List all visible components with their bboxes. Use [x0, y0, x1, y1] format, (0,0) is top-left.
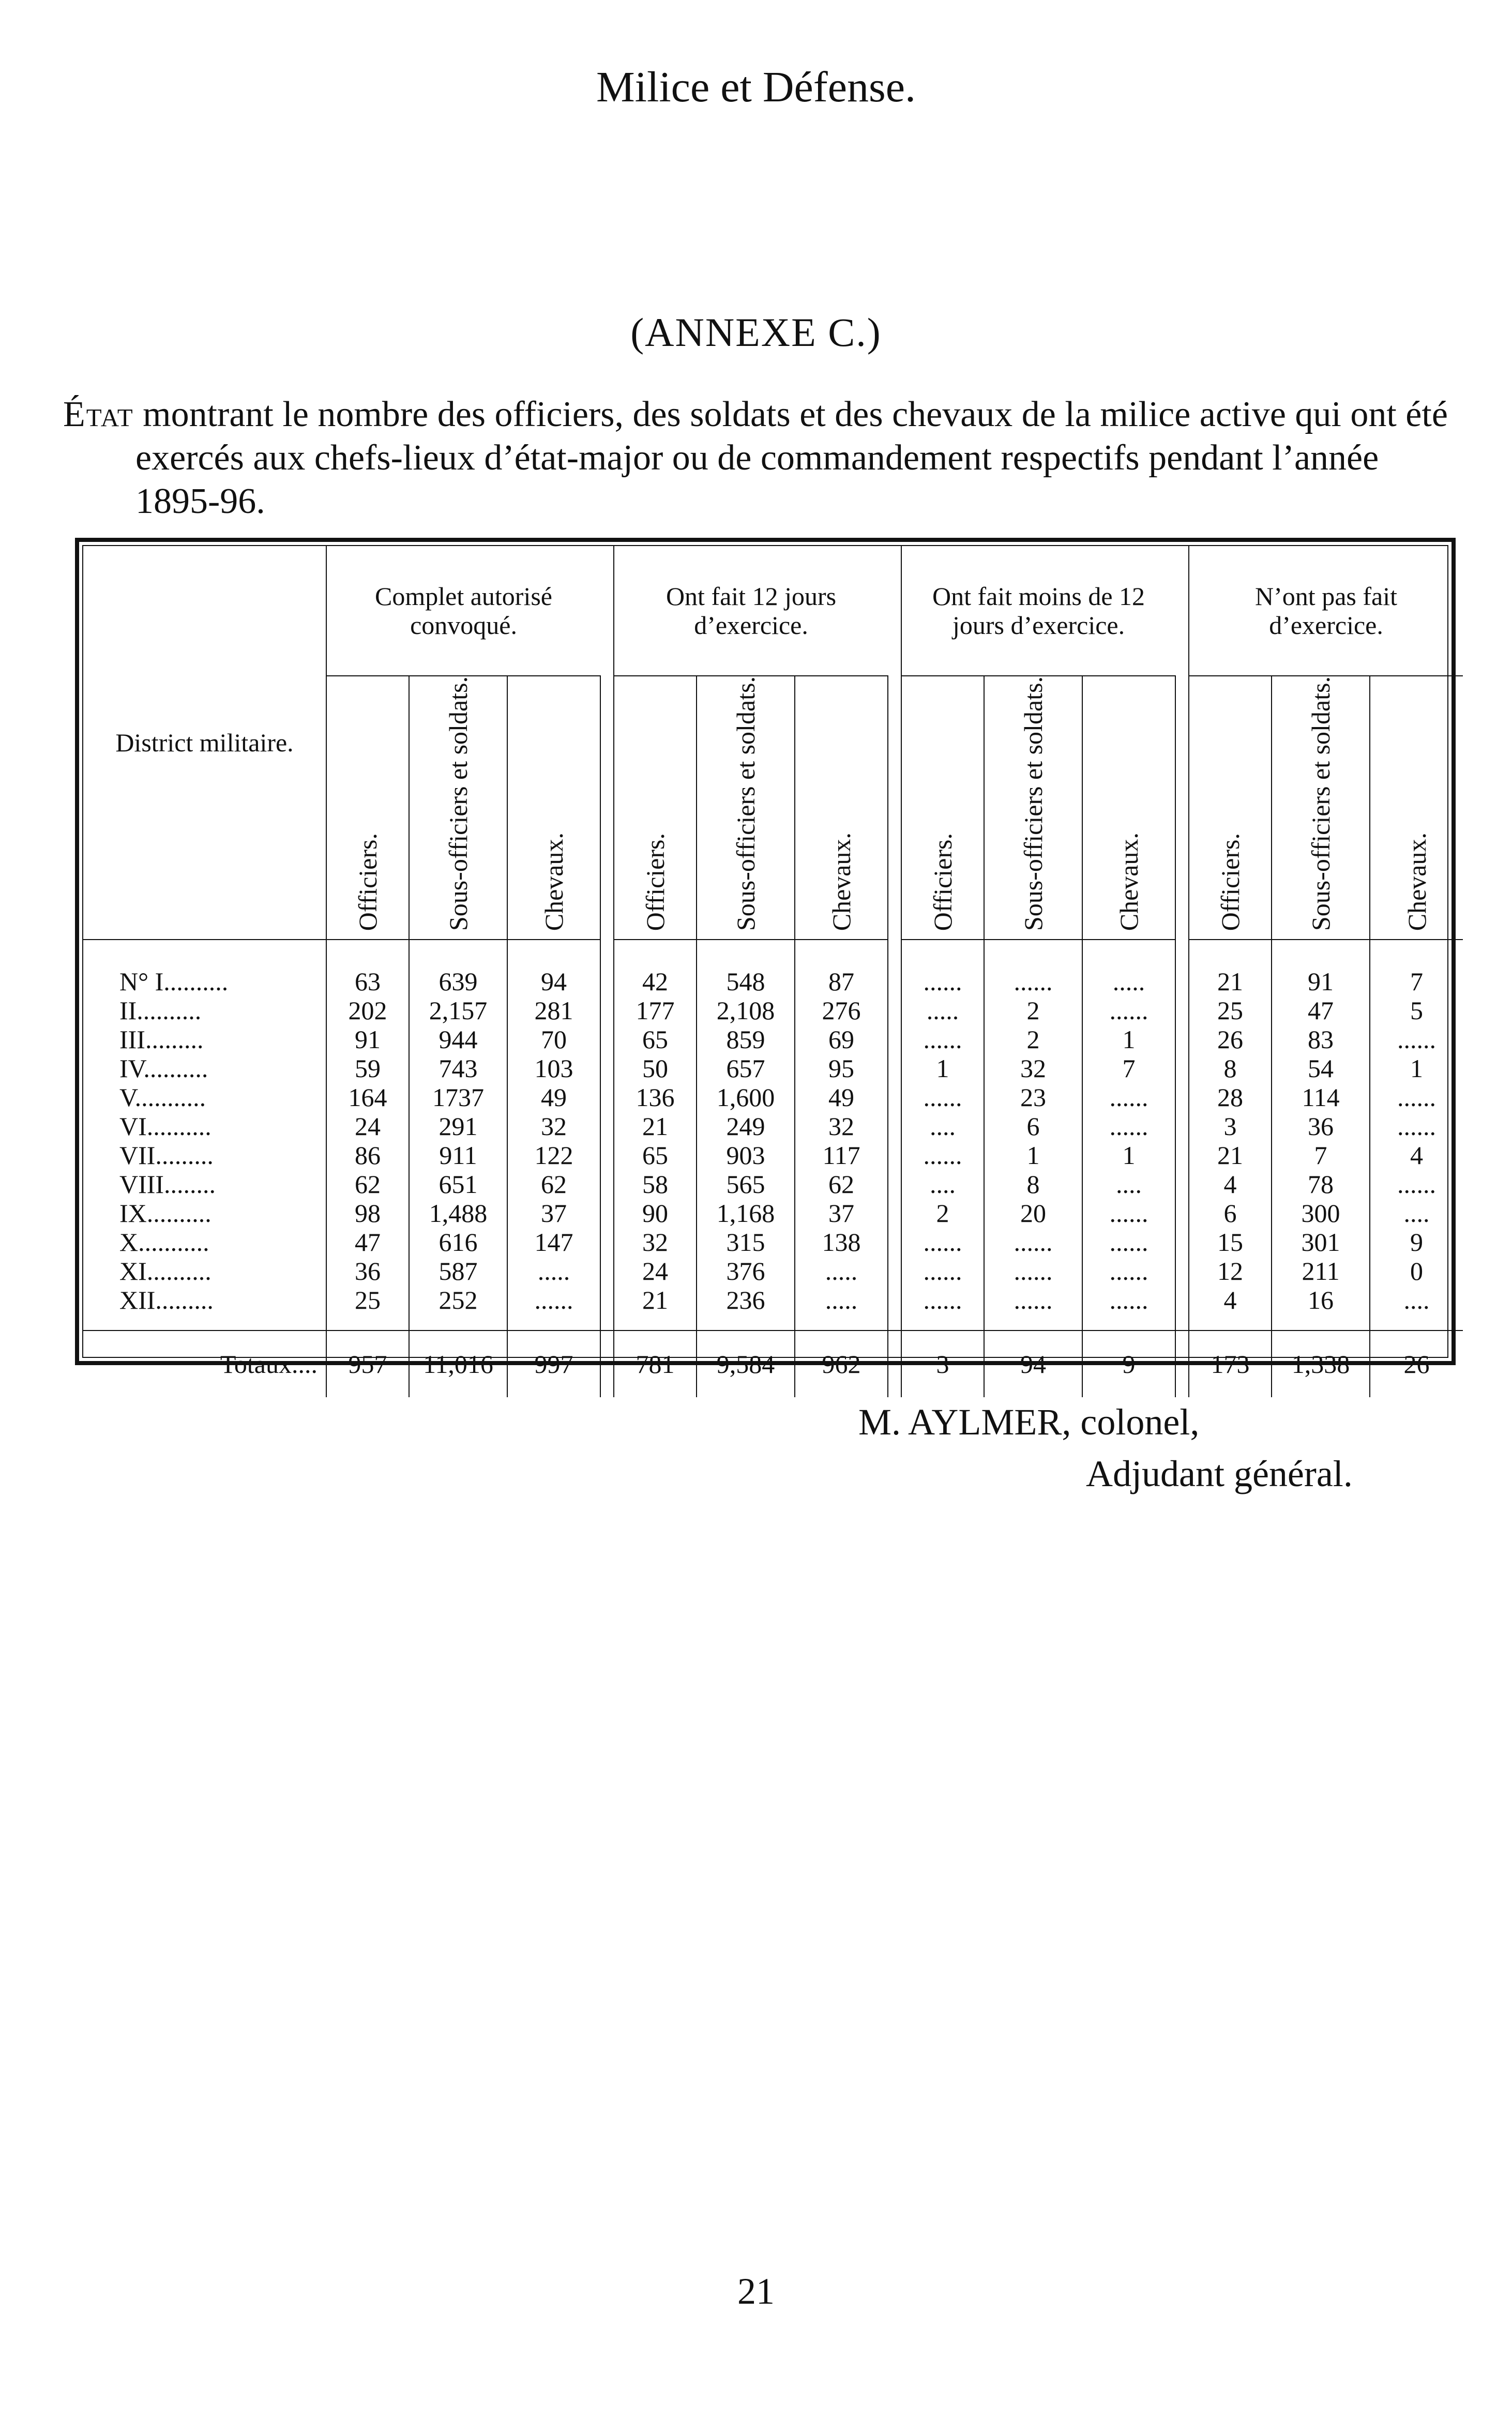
column-gap	[600, 1257, 614, 1286]
district-cell: IV..........	[83, 1054, 326, 1083]
value-cell: ......	[901, 1025, 984, 1054]
value-cell: 1	[1410, 1054, 1424, 1083]
value-cell: 11,016	[409, 1331, 507, 1397]
group-header-pas-exercice: N’ont pas fait d’exercice.	[1189, 546, 1463, 676]
column-gap	[888, 1257, 901, 1286]
signature-title: Adjudant général.	[1086, 1453, 1353, 1494]
value-cell: 7	[1272, 1141, 1370, 1170]
column-gap	[888, 1025, 901, 1054]
value-cell: 2	[901, 1199, 984, 1228]
value-cell: 565	[697, 1170, 795, 1199]
value-cell: 49	[507, 1083, 600, 1112]
district-cell: XII.........	[83, 1286, 326, 1331]
value-cell: 59	[326, 1054, 409, 1083]
totals-label: Totaux....	[83, 1331, 326, 1397]
value-cell: 276	[795, 996, 888, 1025]
value-cell: 9	[1082, 1331, 1175, 1397]
value-cell: 1	[1082, 1141, 1175, 1170]
value-cell: ......	[984, 940, 1082, 996]
statistics-table-inner	[82, 545, 1448, 1379]
table-row	[83, 996, 1463, 1025]
value-cell: 32	[795, 1112, 888, 1141]
value-cell: 65	[614, 1141, 697, 1170]
column-gap	[888, 1331, 901, 1397]
sub-header-chevaux: Chevaux.	[507, 676, 600, 940]
column-gap	[600, 940, 614, 996]
column-gap	[1175, 1286, 1189, 1331]
value-cell: 98	[326, 1199, 409, 1228]
value-cell: 70	[507, 1025, 600, 1054]
value-cell: ......	[984, 1286, 1082, 1331]
value-cell: 50	[614, 1054, 697, 1083]
value-cell: 1,338	[1272, 1331, 1370, 1397]
value-cell: 94	[984, 1331, 1082, 1397]
value-cell: .....	[1082, 940, 1175, 996]
sub-header-officiers: Officiers.	[614, 676, 697, 940]
table-body	[83, 940, 1463, 1397]
value-cell: 37	[507, 1199, 600, 1228]
value-cell: ......	[901, 1141, 984, 1170]
value-cell: ......	[1397, 1170, 1437, 1199]
page-number: 21	[737, 2271, 775, 2312]
value-cell: 1,600	[697, 1083, 795, 1112]
value-cell: 32	[614, 1228, 697, 1257]
value-cell: ......	[901, 940, 984, 996]
value-cell: 4	[1410, 1141, 1424, 1170]
value-cell: 997	[507, 1331, 600, 1397]
column-gap	[1175, 1199, 1189, 1228]
value-cell: 903	[697, 1141, 795, 1170]
value-cell: 117	[795, 1141, 888, 1170]
value-cell: 236	[697, 1286, 795, 1331]
value-cell: 49	[795, 1083, 888, 1112]
value-cell: 62	[326, 1170, 409, 1199]
sub-header-sous-officiers: Sous-officiers et soldats.	[697, 676, 795, 940]
value-cell: 1	[901, 1054, 984, 1083]
value-cell: ......	[1397, 1112, 1437, 1141]
table-row	[83, 1054, 1463, 1083]
value-cell: 37	[795, 1199, 888, 1228]
value-cell: 8	[984, 1170, 1082, 1199]
district-cell: III.........	[83, 1025, 326, 1054]
value-cell: 94	[507, 940, 600, 996]
sub-header-officiers: Officiers.	[901, 676, 984, 940]
value-cell: 25	[1189, 996, 1272, 1025]
value-cell: .....	[795, 1257, 888, 1286]
table-row	[83, 1228, 1463, 1257]
value-cell: 1,488	[409, 1199, 507, 1228]
value-cell: 1737	[409, 1083, 507, 1112]
value-cell: ......	[1082, 1083, 1175, 1112]
value-cell: 122	[507, 1141, 600, 1170]
value-cell: 62	[507, 1170, 600, 1199]
value-cell: 16	[1272, 1286, 1370, 1331]
district-cell: XI..........	[83, 1257, 326, 1286]
column-gap	[600, 1112, 614, 1141]
value-cell: 91	[326, 1025, 409, 1054]
totals-row	[83, 1331, 1463, 1397]
value-cell: 177	[614, 996, 697, 1025]
table-row	[83, 1286, 1463, 1331]
group-header-moins-12-jours: Ont fait moins de 12 jours d’exercice.	[901, 546, 1175, 676]
column-gap	[600, 996, 614, 1025]
value-cell: 138	[795, 1228, 888, 1257]
district-cell: IX..........	[83, 1199, 326, 1228]
column-gap	[888, 996, 901, 1025]
value-cell: 1	[1082, 1025, 1175, 1054]
value-cell: 291	[409, 1112, 507, 1141]
table-row	[83, 940, 1463, 996]
column-gap	[600, 1331, 614, 1397]
value-cell: 211	[1272, 1257, 1370, 1286]
value-cell: 6	[984, 1112, 1082, 1141]
value-cell: 6	[1189, 1199, 1272, 1228]
value-cell: ....	[901, 1112, 984, 1141]
value-cell: 651	[409, 1170, 507, 1199]
value-cell: 78	[1272, 1170, 1370, 1199]
column-gap	[888, 1199, 901, 1228]
value-cell: 21	[614, 1286, 697, 1331]
value-cell: 91	[1272, 940, 1370, 996]
value-cell: 944	[409, 1025, 507, 1054]
column-gap	[1175, 940, 1189, 996]
column-gap	[1175, 1170, 1189, 1199]
value-cell: 4	[1189, 1170, 1272, 1199]
value-cell: 657	[697, 1054, 795, 1083]
signature-block	[858, 1396, 1353, 1500]
value-cell: 21	[1189, 940, 1272, 996]
value-cell: ....	[901, 1170, 984, 1199]
value-cell: 24	[326, 1112, 409, 1141]
column-gap	[600, 1199, 614, 1228]
value-cell: 9	[1410, 1228, 1424, 1257]
annex-label: (ANNEXE C.)	[630, 310, 882, 355]
value-cell: ......	[1082, 1228, 1175, 1257]
value-cell: 281	[507, 996, 600, 1025]
column-gap	[1175, 1331, 1189, 1397]
table-row	[83, 1141, 1463, 1170]
value-cell: 54	[1272, 1054, 1370, 1083]
value-cell: 587	[409, 1257, 507, 1286]
value-cell: 3	[1189, 1112, 1272, 1141]
value-cell: ....	[1403, 1286, 1430, 1315]
value-cell: .....	[795, 1286, 888, 1331]
value-cell: 25	[326, 1286, 409, 1331]
column-gap	[600, 1083, 614, 1112]
value-cell: 639	[409, 940, 507, 996]
value-cell: 83	[1272, 1025, 1370, 1054]
value-cell: 95	[795, 1054, 888, 1083]
value-cell: 301	[1272, 1228, 1370, 1257]
value-cell: 20	[984, 1199, 1082, 1228]
table-row	[83, 1257, 1463, 1286]
value-cell: ......	[984, 1257, 1082, 1286]
signature-name: M. AYLMER, colonel,	[858, 1401, 1200, 1443]
column-gap	[600, 1025, 614, 1054]
value-cell: 15	[1189, 1228, 1272, 1257]
value-cell: 24	[614, 1257, 697, 1286]
district-cell: VII.........	[83, 1141, 326, 1170]
value-cell: 315	[697, 1228, 795, 1257]
value-cell: 9,584	[697, 1331, 795, 1397]
value-cell: 90	[614, 1199, 697, 1228]
value-cell: ....	[1082, 1170, 1175, 1199]
value-cell: 164	[326, 1083, 409, 1112]
column-gap	[600, 1054, 614, 1083]
column-gap	[888, 1228, 901, 1257]
caption-lead: État	[63, 395, 134, 434]
value-cell: 859	[697, 1025, 795, 1054]
column-gap	[1175, 1054, 1189, 1083]
value-cell: 32	[984, 1054, 1082, 1083]
column-gap	[1175, 1083, 1189, 1112]
value-cell: 8	[1189, 1054, 1272, 1083]
value-cell: 147	[507, 1228, 600, 1257]
value-cell: 28	[1189, 1083, 1272, 1112]
value-cell: 173	[1189, 1331, 1272, 1397]
sub-header-sous-officiers: Sous-officiers et soldats.	[1272, 676, 1370, 940]
value-cell: ......	[984, 1228, 1082, 1257]
sub-header-officiers: Officiers.	[1189, 676, 1272, 940]
sub-header-chevaux: Chevaux.	[795, 676, 888, 940]
district-cell: V...........	[83, 1083, 326, 1112]
value-cell: 1	[984, 1141, 1082, 1170]
column-gap	[600, 1170, 614, 1199]
value-cell: ......	[901, 1286, 984, 1331]
value-cell: 103	[507, 1054, 600, 1083]
value-cell: 136	[614, 1083, 697, 1112]
value-cell: 58	[614, 1170, 697, 1199]
column-gap	[1175, 1257, 1189, 1286]
value-cell: 2,157	[409, 996, 507, 1025]
value-cell: ....	[1403, 1199, 1430, 1228]
value-cell: 781	[614, 1331, 697, 1397]
value-cell: ......	[1082, 1286, 1175, 1331]
table-row	[83, 1199, 1463, 1228]
column-gap	[888, 1112, 901, 1141]
value-cell: ......	[901, 1228, 984, 1257]
table-row	[83, 1112, 1463, 1141]
column-gap	[1175, 1228, 1189, 1257]
value-cell: 36	[326, 1257, 409, 1286]
district-cell: N° I..........	[83, 940, 326, 996]
value-cell: ......	[1082, 1199, 1175, 1228]
value-cell: ......	[1397, 1025, 1437, 1054]
column-gap	[888, 1286, 901, 1331]
value-cell: ......	[901, 1083, 984, 1112]
value-cell: 2,108	[697, 996, 795, 1025]
value-cell: 32	[507, 1112, 600, 1141]
value-cell: 7	[1410, 967, 1424, 996]
value-cell: 36	[1272, 1112, 1370, 1141]
value-cell: 7	[1082, 1054, 1175, 1083]
sub-header-sous-officiers: Sous-officiers et soldats.	[409, 676, 507, 940]
table-caption	[63, 393, 1459, 523]
column-gap	[888, 1141, 901, 1170]
value-cell: 616	[409, 1228, 507, 1257]
value-cell: 26	[1189, 1025, 1272, 1054]
value-cell: 21	[1189, 1141, 1272, 1170]
column-gap	[1175, 1112, 1189, 1141]
sub-header-officiers: Officiers.	[326, 676, 409, 940]
district-cell: VIII........	[83, 1170, 326, 1199]
value-cell: ......	[507, 1286, 600, 1331]
value-cell: 62	[795, 1170, 888, 1199]
value-cell: 47	[1272, 996, 1370, 1025]
value-cell: ......	[1082, 1112, 1175, 1141]
value-cell: 86	[326, 1141, 409, 1170]
sub-header-sous-officiers: Sous-officiers et soldats.	[984, 676, 1082, 940]
value-cell: 2	[984, 996, 1082, 1025]
column-gap	[1175, 996, 1189, 1025]
running-head: Milice et Défense.	[596, 63, 916, 111]
value-cell: 26	[1370, 1331, 1463, 1397]
value-cell: ......	[1082, 1257, 1175, 1286]
value-cell: 2	[984, 1025, 1082, 1054]
value-cell: 4	[1189, 1286, 1272, 1331]
value-cell: .....	[901, 996, 984, 1025]
table-row	[83, 1025, 1463, 1054]
column-gap	[600, 1141, 614, 1170]
value-cell: 743	[409, 1054, 507, 1083]
column-gap	[1175, 1025, 1189, 1054]
value-cell: 47	[326, 1228, 409, 1257]
value-cell: 21	[614, 1112, 697, 1141]
value-cell: ......	[901, 1257, 984, 1286]
column-gap	[600, 1228, 614, 1257]
sub-header-chevaux: Chevaux.	[1370, 676, 1463, 940]
value-cell: 114	[1272, 1083, 1370, 1112]
district-cell: VI..........	[83, 1112, 326, 1141]
value-cell: 252	[409, 1286, 507, 1331]
column-gap	[1175, 1141, 1189, 1170]
value-cell: 1,168	[697, 1199, 795, 1228]
value-cell: 3	[901, 1331, 984, 1397]
district-column-header: District militaire.	[83, 546, 326, 940]
value-cell: 376	[697, 1257, 795, 1286]
table-row	[83, 1083, 1463, 1112]
group-header-12-jours: Ont fait 12 jours d’exercice.	[614, 546, 888, 676]
district-cell: X...........	[83, 1228, 326, 1257]
value-cell: 202	[326, 996, 409, 1025]
value-cell: 249	[697, 1112, 795, 1141]
column-gap	[888, 1054, 901, 1083]
value-cell: 962	[795, 1331, 888, 1397]
column-gap	[888, 940, 901, 996]
statistics-table-frame	[75, 538, 1456, 1379]
district-cell: II..........	[83, 996, 326, 1025]
value-cell: 911	[409, 1141, 507, 1170]
value-cell: 548	[697, 940, 795, 996]
value-cell: 957	[326, 1331, 409, 1397]
value-cell: 63	[326, 940, 409, 996]
value-cell: 300	[1272, 1199, 1370, 1228]
value-cell: 0	[1410, 1257, 1424, 1286]
column-gap	[600, 1286, 614, 1331]
value-cell: 12	[1189, 1257, 1272, 1286]
value-cell: 65	[614, 1025, 697, 1054]
caption-text: montrant le nombre des officiers, des soldats et des chevaux de la milice active qui ont été exercés aux chefs-lieux d’état-major ou de commandement respectifs pendant l’année 1895-96.	[135, 395, 1448, 521]
statistics-table	[83, 546, 1463, 1397]
value-cell: 5	[1410, 996, 1424, 1025]
value-cell: 23	[984, 1083, 1082, 1112]
value-cell: ......	[1397, 1083, 1437, 1112]
column-gap	[888, 1170, 901, 1199]
value-cell: ......	[1082, 996, 1175, 1025]
value-cell: 87	[795, 940, 888, 996]
value-cell: 69	[795, 1025, 888, 1054]
value-cell: .....	[507, 1257, 600, 1286]
sub-header-chevaux: Chevaux.	[1082, 676, 1175, 940]
group-header-complet: Complet autorisé convoqué.	[326, 546, 600, 676]
column-gap	[888, 1083, 901, 1112]
table-row	[83, 1170, 1463, 1199]
value-cell: 42	[614, 940, 697, 996]
